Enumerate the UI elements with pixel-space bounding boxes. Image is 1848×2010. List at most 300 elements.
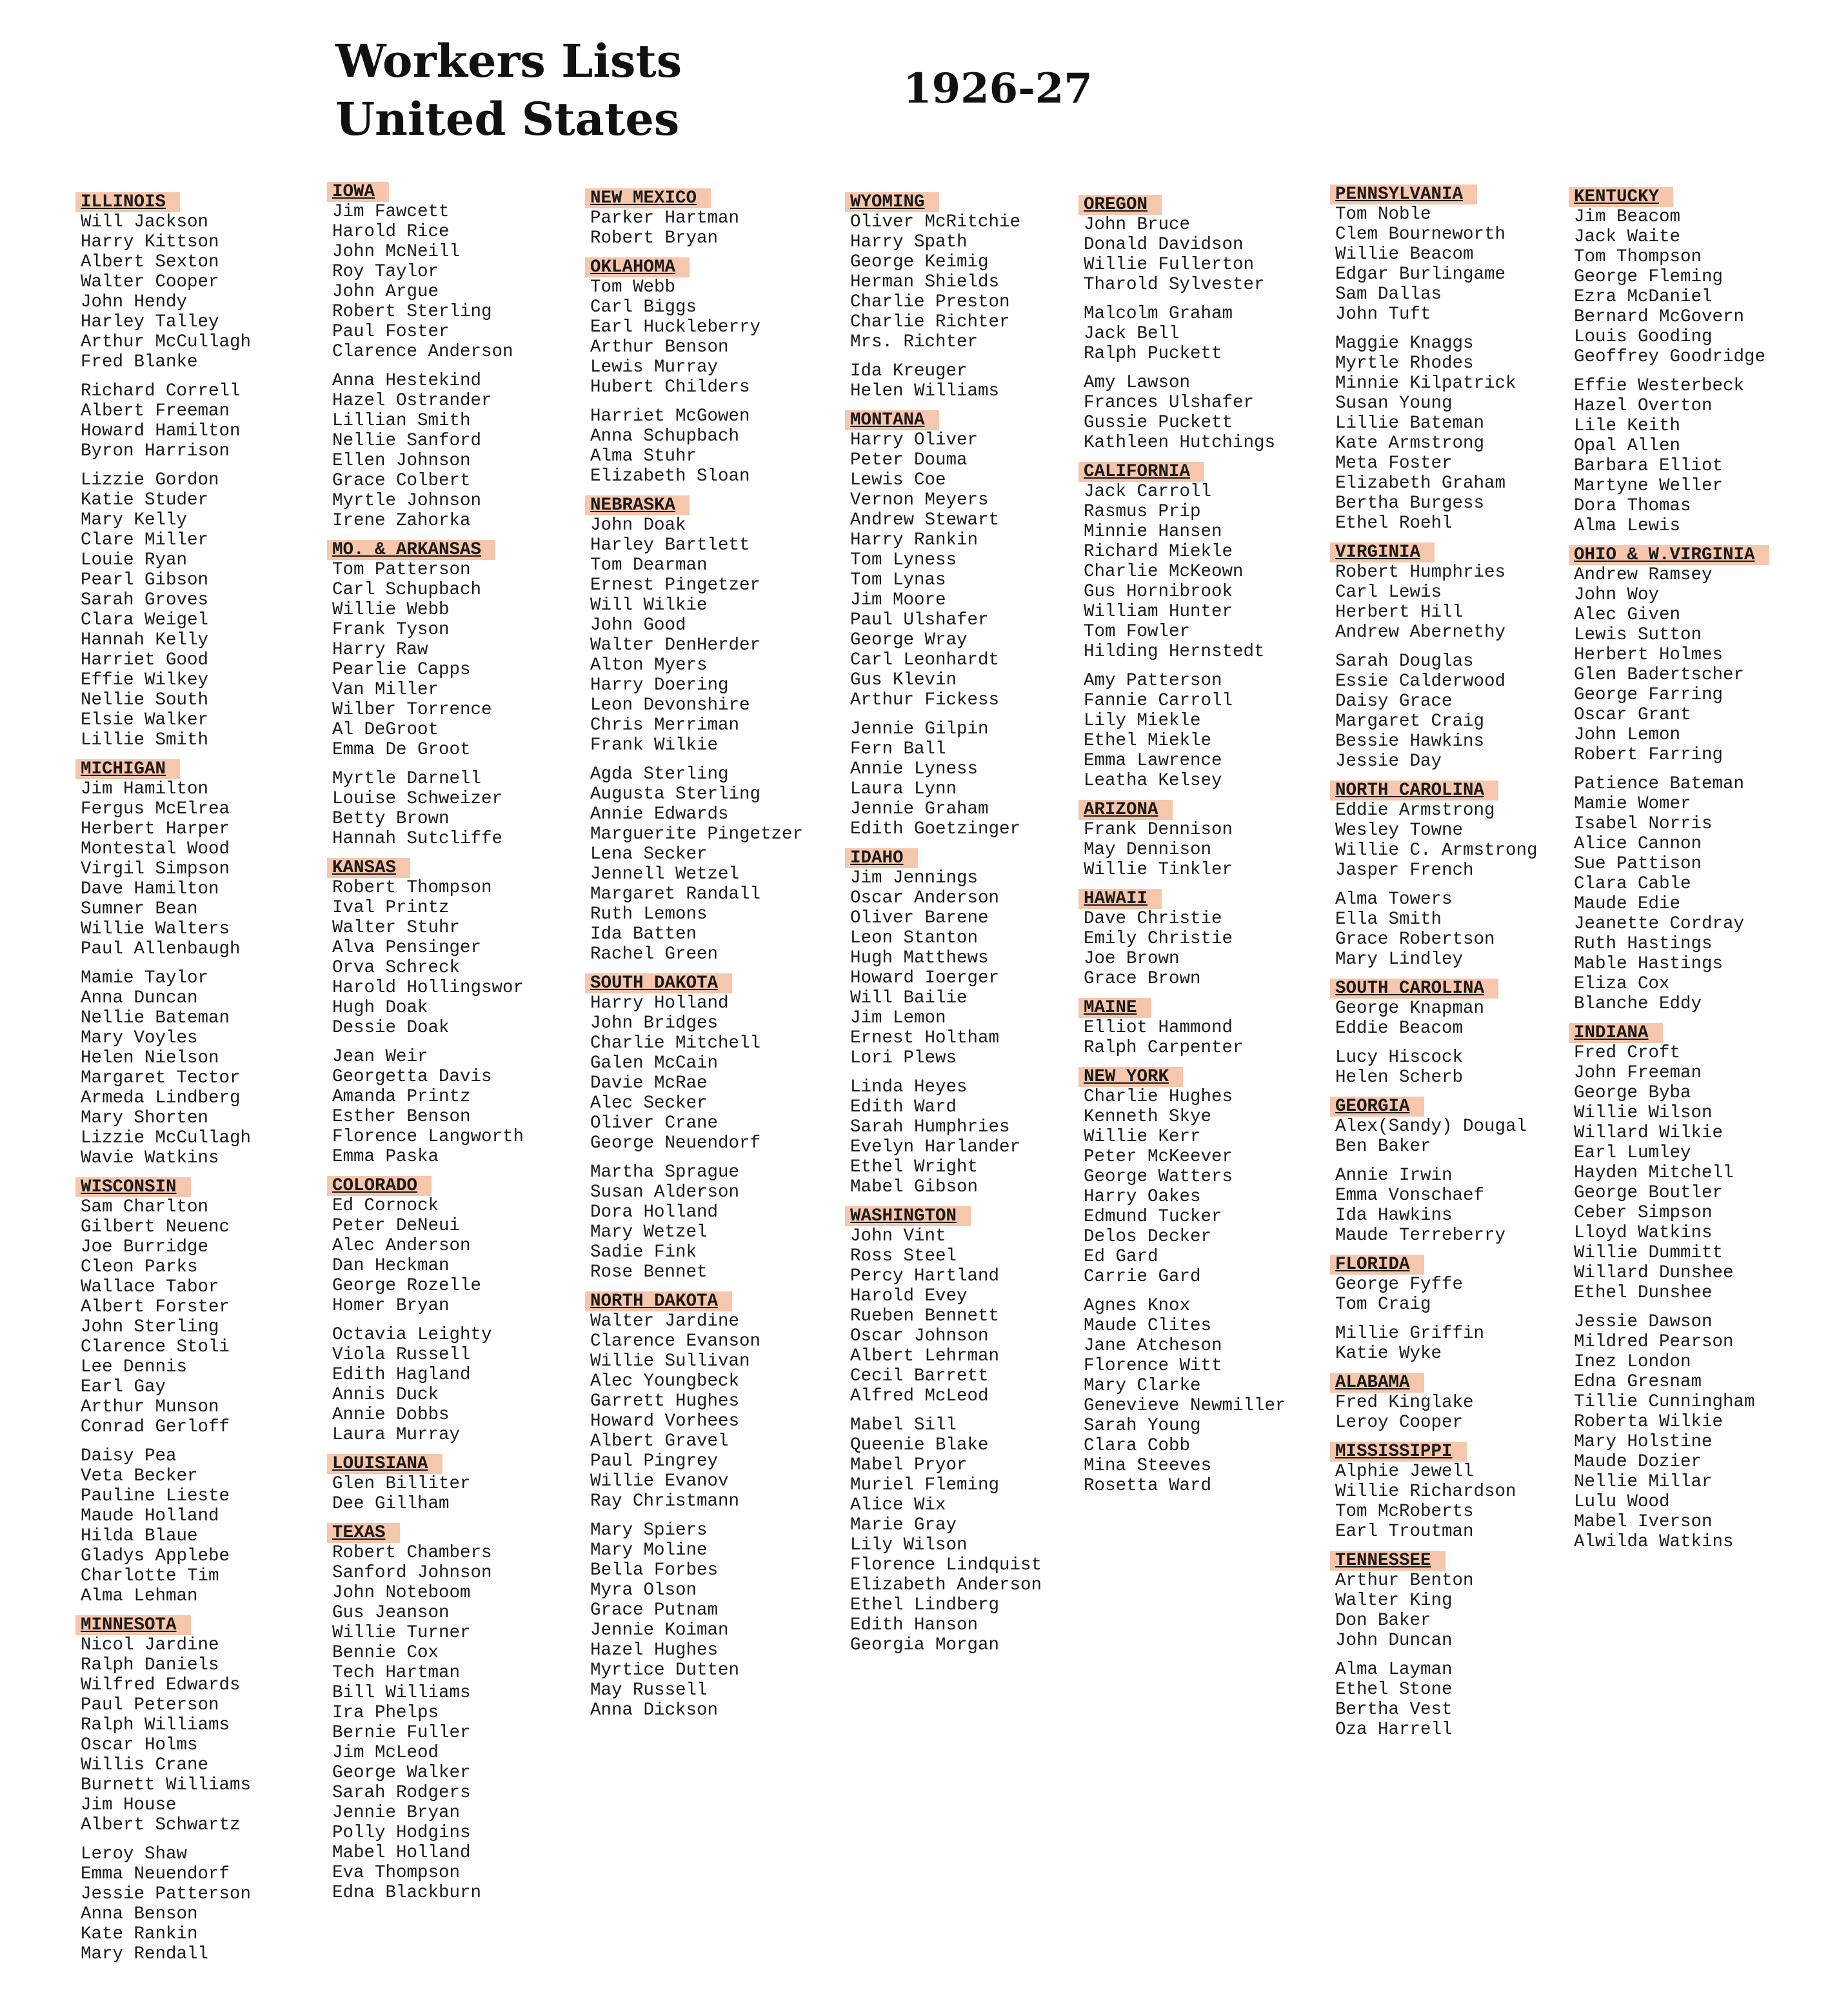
worker-name: Evelyn Harlander [850, 1137, 1021, 1157]
group-spacer [590, 397, 803, 406]
worker-name: Dee Gillham [332, 1494, 450, 1514]
worker-name: Lily Wilson [850, 1535, 968, 1555]
worker-name: Ezra McDaniel [1574, 287, 1713, 307]
section-spacer [1084, 453, 1286, 462]
worker-name: Pauline Lieste [81, 1486, 230, 1506]
state-section [332, 1523, 524, 1912]
worker-name: Lile Keith [1574, 416, 1681, 436]
worker-name: Charlie McKeown [1084, 562, 1244, 582]
worker-name: Bella Forbes [590, 1560, 719, 1580]
worker-name: Sarah Rodgers [332, 1783, 471, 1803]
worker-name: Emma Lawrence [1084, 751, 1222, 771]
worker-name: Viola Russell [332, 1345, 471, 1365]
worker-name: Jim Jennings [850, 868, 979, 888]
worker-name: Sarah Humphries [850, 1117, 1010, 1137]
worker-name: John Freeman [1574, 1063, 1702, 1083]
worker-name: Don Baker [1335, 1611, 1431, 1631]
worker-name: Clare Miller [81, 530, 209, 550]
worker-name: Sarah Young [1084, 1416, 1201, 1436]
worker-name: Mabel Pryor [850, 1455, 968, 1475]
worker-name: Bernard McGovern [1574, 307, 1745, 327]
worker-name: Tom Thompson [1574, 247, 1702, 267]
worker-name: Daisy Pea [81, 1446, 177, 1466]
state-section [1335, 1097, 1538, 1255]
worker-name: Myra Olson [590, 1580, 697, 1600]
worker-name: Susan Young [1335, 393, 1453, 413]
worker-name: Howard Vorhees [590, 1411, 740, 1431]
worker-name: Hannah Sutcliffe [332, 829, 503, 849]
worker-name: Jack Waite [1574, 227, 1681, 247]
worker-name: Myrtle Rhodes [1335, 353, 1474, 373]
document-year: 1926-27 [903, 65, 1093, 113]
worker-name: Ralph Daniels [81, 1655, 219, 1675]
section-spacer [1335, 1542, 1538, 1551]
worker-name: Tom Noble [1335, 204, 1431, 224]
worker-name: Louise Schweizer [332, 789, 503, 809]
worker-name: George Knapman [1335, 999, 1485, 1019]
worker-name: Wesley Towne [1335, 821, 1464, 841]
section-spacer [850, 1197, 1042, 1206]
worker-name: Emma Neuendorf [81, 1864, 230, 1884]
worker-name: Harold Evey [850, 1286, 968, 1306]
worker-name: Willie Webb [332, 600, 450, 620]
worker-name: Emma Paska [332, 1147, 439, 1167]
worker-name: Alec Secker [590, 1093, 708, 1113]
worker-name: Walter DenHerder [590, 635, 761, 655]
worker-name: Charlie Richter [850, 312, 1010, 332]
worker-name: Robert Farring [1574, 745, 1724, 765]
worker-name: Oscar Johnson [850, 1326, 989, 1346]
section-spacer [1335, 533, 1538, 542]
worker-name: Albert Gravel [590, 1431, 729, 1451]
worker-name: Conrad Gerloff [81, 1417, 230, 1437]
worker-name: Nellie South [81, 690, 209, 710]
worker-name: Esther Benson [332, 1107, 471, 1127]
worker-name: Ida Hawkins [1335, 1206, 1453, 1226]
worker-name: Orva Schreck [332, 958, 461, 978]
worker-name: Lily Miekle [1084, 711, 1201, 731]
worker-name: John Duncan [1335, 1631, 1453, 1651]
state-section [1084, 1067, 1286, 1505]
worker-name: Joe Burridge [81, 1237, 209, 1257]
worker-name: Harry Kittson [81, 232, 219, 252]
worker-name: Jim Fawcett [332, 202, 450, 222]
state-heading: MINNESOTA [75, 1615, 191, 1635]
worker-name: Jean Weir [332, 1047, 428, 1067]
worker-name: Ida Kreuger [850, 361, 968, 381]
worker-name: Mary Clarke [1084, 1376, 1201, 1396]
worker-name: Roy Taylor [332, 262, 439, 282]
state-section [81, 759, 251, 1177]
worker-name: Jim House [81, 1795, 177, 1815]
worker-name: Mabel Holland [332, 1843, 471, 1863]
state-section [1574, 187, 1769, 545]
worker-name: Queenie Blake [850, 1435, 989, 1455]
worker-name: Alfred McLeod [850, 1386, 989, 1406]
worker-name: George Farring [1574, 685, 1724, 705]
worker-name: Mary Kelly [81, 510, 188, 530]
worker-name: Mary Wetzel [590, 1222, 708, 1242]
worker-name: Alphie Jewell [1335, 1462, 1474, 1482]
worker-name: Essie Calderwood [1335, 672, 1506, 692]
state-heading: INDIANA [1569, 1023, 1663, 1043]
worker-name: Maude Edie [1574, 894, 1681, 914]
worker-name: Ralph Carpenter [1084, 1038, 1244, 1058]
worker-name: Clara Cable [1574, 874, 1691, 894]
state-heading: ILLINOIS [75, 192, 180, 212]
worker-name: Oscar Grant [1574, 705, 1691, 725]
worker-name: Ernest Holtham [850, 1028, 1000, 1048]
worker-name: Walter Jardine [590, 1311, 740, 1331]
worker-name: Jack Carroll [1084, 482, 1212, 502]
worker-name: Jennie Koiman [590, 1620, 729, 1640]
worker-name: Anna Schupbach [590, 426, 740, 446]
worker-name: Walter King [1335, 1591, 1453, 1611]
worker-name: Glen Billiter [332, 1474, 471, 1494]
worker-name: Susan Alderson [590, 1182, 740, 1202]
section-spacer [332, 531, 524, 540]
worker-name: Alex(Sandy) Dougal [1335, 1117, 1527, 1137]
section-spacer [81, 1168, 251, 1177]
state-section [1335, 781, 1538, 979]
state-section [1335, 1255, 1538, 1373]
worker-name: Ruth Lemons [590, 904, 708, 924]
group-spacer [850, 1068, 1042, 1077]
worker-name: Edgar Burlingame [1335, 264, 1506, 284]
worker-name: Mary Holstine [1574, 1432, 1713, 1452]
worker-name: Ethel Stone [1335, 1680, 1453, 1700]
worker-name: Alma Lewis [1574, 516, 1681, 536]
worker-name: Martyne Weller [1574, 476, 1724, 496]
worker-name: Dora Holland [590, 1202, 719, 1222]
worker-name: Gus Klevin [850, 670, 957, 690]
state-heading: MONTANA [845, 410, 939, 430]
worker-name: Kenneth Skye [1084, 1107, 1212, 1127]
worker-name: Jim Hamilton [81, 779, 209, 799]
worker-name: Myrtle Johnson [332, 491, 482, 511]
state-section [850, 1206, 1042, 1664]
worker-name: Lena Secker [590, 844, 708, 864]
worker-name: Elizabeth Graham [1335, 473, 1506, 493]
group-spacer [1084, 662, 1286, 671]
worker-name: Arthur McCullagh [81, 332, 252, 352]
state-heading: NEBRASKA [585, 495, 690, 515]
worker-name: Hugh Matthews [850, 948, 989, 968]
worker-name: Albert Freeman [81, 401, 230, 421]
list-column-1 [81, 192, 251, 1973]
worker-name: Willie Sullivan [590, 1351, 750, 1371]
worker-name: Leon Devonshire [590, 695, 750, 715]
section-spacer [332, 1514, 524, 1523]
worker-name: Willie Fullerton [1084, 255, 1255, 275]
worker-name: Paul Ulshafer [850, 610, 989, 630]
worker-name: Vernon Meyers [850, 490, 989, 510]
worker-name: Harriet McGowen [590, 406, 750, 426]
worker-name: Albert Schwartz [81, 1815, 241, 1835]
group-spacer [1084, 295, 1286, 304]
worker-name: Bernie Fuller [332, 1723, 471, 1743]
worker-name: Edith Ward [850, 1097, 957, 1117]
worker-name: Barbara Elliot [1574, 456, 1724, 476]
worker-name: Edith Goetzinger [850, 819, 1021, 839]
section-spacer [81, 750, 251, 759]
worker-name: Jack Bell [1084, 324, 1180, 344]
worker-name: Sam Charlton [81, 1197, 209, 1217]
worker-name: Elliot Hammond [1084, 1018, 1233, 1038]
worker-name: Davie McRae [590, 1073, 708, 1093]
title-line-1: Workers Lists [335, 34, 682, 88]
worker-name: John McNeill [332, 242, 461, 262]
worker-name: Edith Hanson [850, 1615, 979, 1635]
worker-name: Effie Westerbeck [1574, 376, 1745, 396]
worker-name: Emma Vonschaef [1335, 1186, 1485, 1206]
worker-name: Grace Putnam [590, 1600, 719, 1620]
worker-name: Parker Hartman [590, 208, 740, 228]
group-spacer [1574, 765, 1769, 774]
worker-name: Lizzie Gordon [81, 470, 219, 490]
worker-name: Leatha Kelsey [1084, 771, 1222, 791]
state-section [850, 192, 1042, 410]
worker-name: Margaret Tector [81, 1068, 241, 1088]
worker-name: Robert Humphries [1335, 562, 1506, 582]
worker-name: Tom McRoberts [1335, 1502, 1474, 1522]
worker-name: Harry Rankin [850, 530, 979, 550]
worker-name: George Watters [1084, 1167, 1233, 1187]
section-spacer [1084, 880, 1286, 889]
worker-name: Bertha Vest [1335, 1700, 1453, 1720]
section-spacer [1574, 1014, 1769, 1023]
worker-name: Helen Nielson [81, 1048, 219, 1068]
worker-name: Peter Douma [850, 450, 968, 470]
section-spacer [1335, 1433, 1538, 1442]
worker-name: Ray Christmann [590, 1491, 740, 1511]
state-section [81, 1615, 251, 1973]
worker-name: May Dennison [1084, 840, 1212, 860]
worker-name: Willie Walters [81, 919, 230, 939]
worker-name: Myrtice Dutten [590, 1660, 740, 1680]
worker-name: Rosetta Ward [1084, 1476, 1212, 1496]
worker-name: Annie Irwin [1335, 1166, 1453, 1186]
worker-name: Inez London [1574, 1352, 1691, 1372]
worker-name: Ival Printz [332, 898, 450, 918]
worker-name: Clarence Evanson [590, 1331, 761, 1351]
state-heading: CALIFORNIA [1078, 462, 1204, 482]
worker-name: Peter McKeever [1084, 1147, 1233, 1167]
worker-name: Fannie Carroll [1084, 691, 1233, 711]
section-spacer [850, 1655, 1042, 1664]
worker-name: Roberta Wilkie [1574, 1412, 1724, 1432]
worker-name: Percy Hartland [850, 1266, 1000, 1286]
worker-name: Edna Blackburn [332, 1883, 482, 1903]
worker-name: Katie Wyke [1335, 1344, 1442, 1364]
section-spacer [1084, 1496, 1286, 1505]
worker-name: Daisy Grace [1335, 692, 1453, 711]
worker-name: John Noteboom [332, 1583, 471, 1603]
worker-name: Maude Dozier [1574, 1452, 1702, 1472]
worker-name: Mina Steeves [1084, 1456, 1212, 1476]
worker-name: Bill Williams [332, 1683, 471, 1703]
worker-name: Myrtle Darnell [332, 769, 482, 789]
state-heading: IDAHO [845, 848, 918, 868]
state-heading: MISSISSIPPI [1330, 1442, 1467, 1462]
worker-name: Rasmus Prip [1084, 502, 1201, 522]
worker-name: John Tuft [1335, 304, 1431, 324]
list-column-3 [590, 188, 803, 1729]
section-spacer [332, 1903, 524, 1912]
worker-name: Robert Bryan [590, 228, 719, 248]
worker-name: Jane Atcheson [1084, 1336, 1222, 1356]
worker-name: Robert Thompson [332, 878, 492, 898]
worker-name: Alton Myers [590, 655, 708, 675]
worker-name: Laura Lynn [850, 779, 957, 799]
worker-name: Minnie Kilpatrick [1335, 373, 1516, 393]
worker-name: Cleon Parks [81, 1257, 198, 1277]
state-heading: KENTUCKY [1569, 187, 1673, 207]
group-spacer [850, 1406, 1042, 1415]
worker-name: Tom Patterson [332, 560, 471, 580]
worker-name: Earl Troutman [1335, 1522, 1474, 1542]
worker-name: Byron Harrison [81, 441, 230, 461]
worker-name: John Bridges [590, 1013, 719, 1033]
worker-name: Willie Tinkler [1084, 860, 1233, 880]
state-section [332, 540, 524, 858]
worker-name: Anna Hestekind [332, 371, 482, 391]
worker-name: Howard Hamilton [81, 421, 241, 441]
worker-name: Nellie Bateman [81, 1008, 230, 1028]
worker-name: Arthur Fickess [850, 690, 1000, 710]
group-spacer [850, 352, 1042, 361]
worker-name: Galen McCain [590, 1053, 719, 1073]
worker-name: Eddie Armstrong [1335, 801, 1495, 821]
worker-name: Will Wilkie [590, 595, 708, 615]
state-heading: WYOMING [845, 192, 939, 212]
worker-name: Louis Gooding [1574, 327, 1713, 347]
worker-name: Mamie Taylor [81, 968, 209, 988]
worker-name: Pearlie Capps [332, 660, 471, 680]
worker-name: Ben Baker [1335, 1137, 1431, 1157]
worker-name: Harriet Good [81, 650, 209, 670]
worker-name: Edmund Tucker [1084, 1207, 1222, 1227]
worker-name: Bessie Hawkins [1335, 731, 1485, 751]
worker-name: Alwilda Watkins [1574, 1532, 1734, 1552]
worker-name: Jessie Day [1335, 751, 1442, 771]
worker-name: Ross Steel [850, 1246, 957, 1266]
worker-name: Willard Wilkie [1574, 1123, 1724, 1143]
group-spacer [332, 1038, 524, 1047]
worker-name: Lee Dennis [81, 1357, 188, 1377]
list-column-4 [850, 192, 1042, 1664]
state-section [590, 188, 803, 257]
worker-name: Leroy Shaw [81, 1844, 188, 1864]
worker-name: John Vint [850, 1226, 946, 1246]
section-spacer [332, 849, 524, 858]
state-section [1335, 1442, 1538, 1551]
group-spacer [81, 1835, 251, 1844]
worker-name: Amy Patterson [1084, 671, 1222, 691]
document-title [335, 32, 682, 148]
worker-name: Maude Clites [1084, 1316, 1212, 1336]
worker-name: Wallace Tabor [81, 1277, 219, 1297]
worker-name: Hilding Hernstedt [1084, 642, 1265, 662]
worker-name: Fergus McElrea [81, 799, 230, 819]
group-spacer [1335, 881, 1538, 890]
worker-name: Eva Thompson [332, 1863, 461, 1883]
worker-name: Ruth Hastings [1574, 934, 1713, 954]
worker-name: Cecil Barrett [850, 1366, 989, 1386]
worker-name: Alma Towers [1335, 890, 1453, 910]
state-heading: VIRGINIA [1330, 542, 1435, 562]
worker-name: Willard Dunshee [1574, 1263, 1734, 1283]
state-section [81, 1177, 251, 1615]
worker-name: Fern Ball [850, 739, 946, 759]
worker-name: Carl Leonhardt [850, 650, 1000, 670]
state-heading: SOUTH DAKOTA [585, 973, 732, 993]
worker-name: Lillian Smith [332, 411, 471, 431]
group-spacer [332, 760, 524, 769]
group-spacer [1574, 1303, 1769, 1312]
worker-name: Agda Sterling [590, 764, 729, 784]
worker-name: Herman Shields [850, 272, 1000, 292]
worker-name: Hayden Mitchell [1574, 1163, 1734, 1183]
worker-name: Mary Shorten [81, 1108, 209, 1128]
state-section [1084, 998, 1286, 1067]
worker-name: Lloyd Watkins [1574, 1223, 1713, 1243]
section-spacer [590, 1282, 803, 1291]
worker-name: George Wray [850, 630, 968, 650]
worker-name: Jennie Graham [850, 799, 989, 819]
group-spacer [590, 1511, 803, 1520]
worker-name: Arthur Munson [81, 1397, 219, 1417]
worker-name: Grace Colbert [332, 471, 471, 491]
state-section [332, 1454, 524, 1523]
list-column-2 [332, 182, 524, 1912]
worker-name: Willie Beacom [1335, 244, 1474, 264]
worker-name: Richard Miekle [1084, 542, 1233, 562]
worker-name: Harry Doering [590, 675, 729, 695]
worker-name: Amanda Printz [332, 1087, 471, 1107]
state-heading: NORTH CAROLINA [1330, 781, 1498, 801]
worker-name: Gussie Puckett [1084, 413, 1233, 433]
worker-name: Harold Rice [332, 222, 450, 242]
worker-name: Lulu Wood [1574, 1492, 1670, 1512]
state-section [1084, 195, 1286, 462]
worker-name: George Byba [1574, 1083, 1691, 1103]
worker-name: Clarence Anderson [332, 342, 513, 362]
worker-name: Ernest Pingetzer [590, 575, 761, 595]
worker-name: Annie Dobbs [332, 1405, 450, 1425]
state-heading: IOWA [327, 182, 389, 202]
state-heading: FLORIDA [1330, 1255, 1424, 1275]
state-heading: KANSAS [327, 858, 410, 878]
worker-name: Frances Ulshafer [1084, 393, 1255, 413]
worker-name: Tillie Cunningham [1574, 1392, 1755, 1412]
worker-name: Edna Gresnam [1574, 1372, 1702, 1392]
worker-name: Margaret Craig [1335, 711, 1485, 731]
state-heading: NEW MEXICO [585, 188, 711, 208]
list-column-5 [1084, 195, 1286, 1505]
group-spacer [81, 461, 251, 470]
worker-name: Alice Cannon [1574, 834, 1702, 854]
worker-name: Frank Dennison [1084, 820, 1233, 840]
state-section [1335, 542, 1538, 781]
worker-name: Grace Brown [1084, 969, 1201, 989]
worker-name: Garrett Hughes [590, 1391, 740, 1411]
worker-name: Gus Jeanson [332, 1603, 450, 1623]
worker-name: Oliver Crane [590, 1113, 719, 1133]
worker-name: Alec Anderson [332, 1236, 471, 1256]
worker-name: George Boutler [1574, 1183, 1724, 1203]
state-section [1574, 545, 1769, 1023]
